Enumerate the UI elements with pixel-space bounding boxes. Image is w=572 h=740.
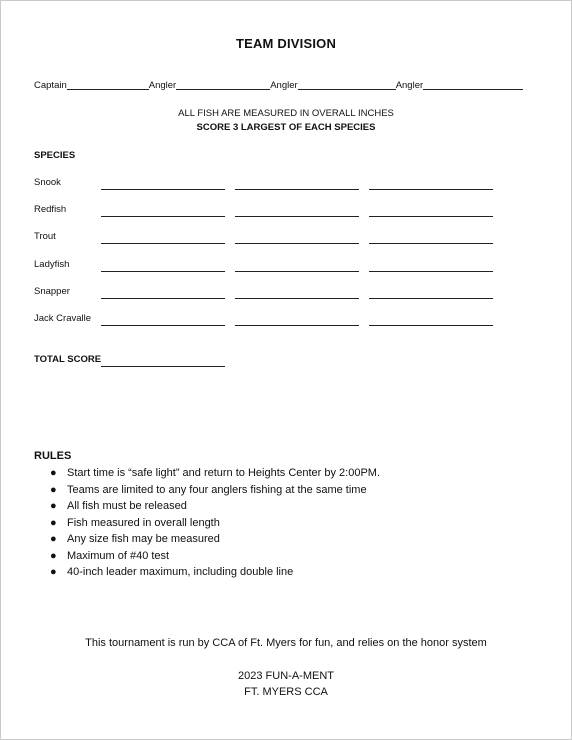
rule-text: Start time is “safe light” and return to Heights Center by 2:00PM. (67, 467, 381, 479)
rule-item (50, 532, 380, 549)
total-score-label: TOTAL SCORE (34, 354, 102, 365)
species-row (34, 231, 554, 245)
scoring-note: SCORE 3 LARGEST OF EACH SPECIES (196, 122, 376, 133)
angler-name-line-1[interactable] (176, 80, 270, 90)
species-row (34, 177, 554, 191)
fish-entry-line-2[interactable] (235, 216, 359, 217)
fish-entry-line-1[interactable] (101, 325, 225, 326)
rule-item (50, 565, 380, 582)
angler-label-2: Angler (270, 80, 298, 91)
captain-label: Captain (34, 80, 67, 91)
bullet-icon: ● (50, 500, 57, 512)
fish-entry-line-1[interactable] (101, 298, 225, 299)
fish-entry-line-1[interactable] (101, 216, 225, 217)
captain-name-line[interactable] (67, 80, 149, 90)
angler-name-line-2[interactable] (298, 80, 396, 90)
rule-item (50, 466, 380, 483)
species-heading: SPECIES (34, 150, 76, 161)
species-label: Ladyfish (34, 259, 70, 270)
team-names-row (34, 80, 544, 91)
angler-name-line-3[interactable] (423, 80, 523, 90)
species-label: Trout (34, 231, 56, 242)
rule-text: Maximum of #40 test (67, 549, 170, 562)
measurement-note: ALL FISH ARE MEASURED IN OVERALL INCHES (178, 108, 394, 119)
total-score-line[interactable] (101, 366, 225, 367)
fish-entry-line-3[interactable] (369, 189, 493, 190)
rule-text: Fish measured in overall length (67, 516, 220, 529)
fish-entry-line-3[interactable] (369, 271, 493, 272)
fish-entry-line-2[interactable] (235, 271, 359, 272)
bullet-icon: ● (50, 549, 57, 562)
fish-entry-line-3[interactable] (369, 216, 493, 217)
bullet-icon: ● (50, 566, 57, 578)
rule-item (50, 549, 380, 566)
fish-entry-line-2[interactable] (235, 243, 359, 244)
bullet-icon: ● (50, 533, 57, 545)
fish-entry-line-2[interactable] (235, 298, 359, 299)
rule-text: All fish must be released (67, 500, 187, 512)
species-row (34, 313, 554, 327)
organization-name: FT. MYERS CCA (244, 686, 328, 698)
rule-item (50, 499, 380, 516)
species-row (34, 204, 554, 218)
species-row (34, 286, 554, 300)
bullet-icon: ● (50, 483, 57, 496)
fish-entry-line-3[interactable] (369, 325, 493, 326)
species-label: Jack Cravalle (34, 313, 92, 324)
angler-label-3: Angler (395, 80, 424, 91)
fish-entry-line-1[interactable] (101, 243, 225, 244)
rule-text: 40-inch leader maximum, including double line (67, 566, 294, 578)
species-row (34, 259, 554, 273)
species-label: Redfish (34, 204, 67, 215)
rule-text: Any size fish may be measured (67, 533, 220, 545)
bullet-icon: ● (50, 516, 57, 529)
fish-entry-line-3[interactable] (369, 243, 493, 244)
angler-label-1: Angler (148, 80, 177, 91)
species-label: Snapper (34, 286, 70, 297)
event-name: 2023 FUN-A-MENT (238, 670, 334, 682)
fish-entry-line-3[interactable] (369, 298, 493, 299)
rule-text: Teams are limited to any four anglers fishing at the same time (67, 483, 367, 496)
species-label: Snook (34, 177, 61, 188)
bullet-icon: ● (50, 467, 57, 479)
rule-item (50, 516, 380, 533)
honor-system-statement: This tournament is run by CCA of Ft. Myers for fun, and relies on the honor system (85, 637, 487, 649)
fish-entry-line-1[interactable] (101, 271, 225, 272)
fish-entry-line-1[interactable] (101, 189, 225, 190)
rules-heading: RULES (34, 450, 72, 462)
page-title: TEAM DIVISION (235, 36, 337, 51)
rules-list (50, 466, 380, 582)
fish-entry-line-2[interactable] (235, 189, 359, 190)
rule-item (50, 483, 380, 500)
fish-entry-line-2[interactable] (235, 325, 359, 326)
